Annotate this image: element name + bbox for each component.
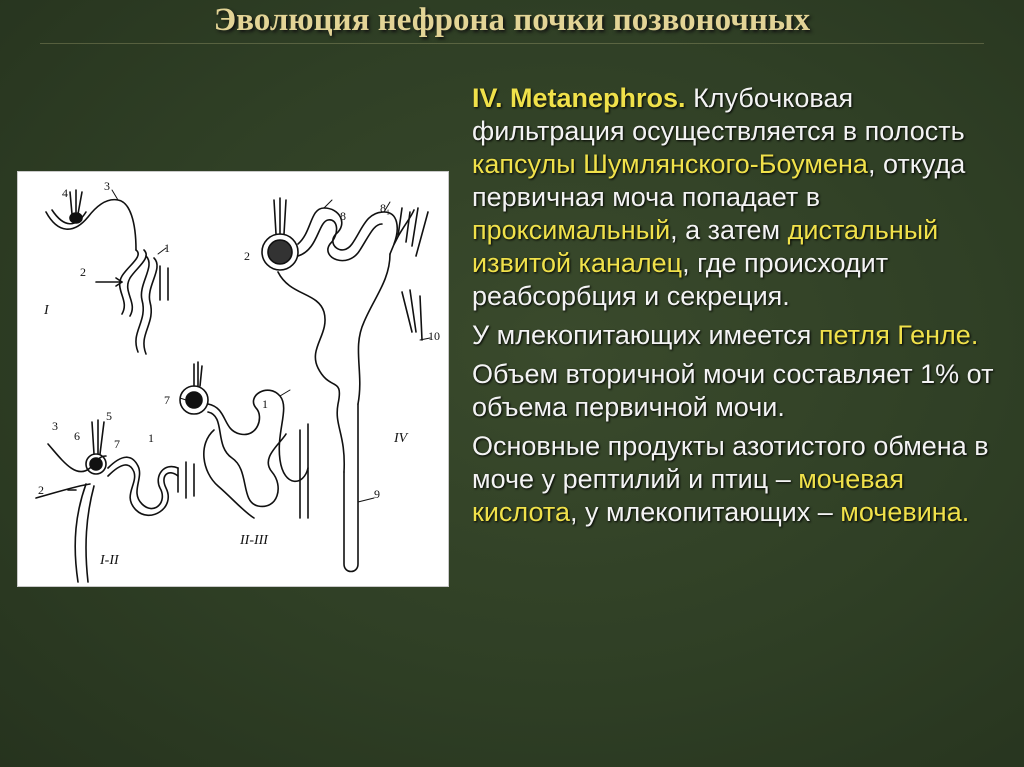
part-number-label: 7 xyxy=(114,437,120,451)
stage-label-i: I xyxy=(44,303,49,318)
text-segment: Основные продукты азотистого обмена в моче у рептилий и птиц – xyxy=(472,431,989,494)
text-segment: Объем вторичной мочи составляет 1% от объема первичной мочи. xyxy=(472,359,994,422)
part-number-label: 1 xyxy=(164,241,170,255)
part-number-label: 6 xyxy=(74,429,80,443)
highlight-proximal: проксимальный xyxy=(472,215,671,245)
stage-label-ii-iii: II-III xyxy=(240,533,268,548)
nephron-evolution-figure xyxy=(18,172,448,586)
text-segment: У млекопитающих имеется xyxy=(472,320,819,350)
part-number-label: 2 xyxy=(244,249,250,263)
highlight-henle: петля Генле. xyxy=(818,320,979,350)
highlight-capsule: капсулы Шумлянского-Боумена xyxy=(472,149,868,179)
stage-i-drawing xyxy=(46,190,168,354)
paragraph-metanephros xyxy=(472,82,1012,313)
part-number-label: 9 xyxy=(374,487,380,501)
highlight-uric-acid: мочевая кислота xyxy=(472,464,904,527)
stage-iv-drawing xyxy=(262,198,428,572)
nephron-diagram xyxy=(18,172,448,586)
part-number-label: 10 xyxy=(428,329,440,343)
paragraph-nitrogen-products xyxy=(472,430,1012,529)
highlight-urea: мочевина. xyxy=(840,497,970,527)
text-segment: , у млекопитающих – xyxy=(569,497,841,527)
text-segment: Клубочковая фильтрация осуществляется в полость xyxy=(472,83,965,146)
part-number-label: 4 xyxy=(62,186,68,200)
part-number-label: 8 xyxy=(340,209,346,223)
part-number-label: 1 xyxy=(148,431,154,445)
text-segment: , откуда первичная моча попадает в xyxy=(472,149,966,212)
part-number-label: 7 xyxy=(164,393,170,407)
stage-ii-iii-drawing xyxy=(180,362,308,518)
highlight-distal: дистальный извитой каналец xyxy=(472,215,939,278)
part-number-label: 3 xyxy=(104,179,110,193)
part-number-label: 2 xyxy=(38,483,44,497)
paragraph-henle-loop xyxy=(472,319,1012,352)
text-content xyxy=(472,82,1012,535)
slide-title: Эволюция нефрона почки позвоночных xyxy=(213,2,811,38)
part-number-label: 5 xyxy=(106,409,112,423)
paragraph-urine-volume xyxy=(472,358,1012,424)
title-divider xyxy=(40,43,984,44)
stage-label-iv: IV xyxy=(394,431,408,446)
text-segment: , а затем xyxy=(670,215,788,245)
text-segment: , где происходит реабсорбция и секреция. xyxy=(472,248,889,311)
stage-label-i-ii: I-II xyxy=(100,553,119,568)
part-number-label: 8₁ xyxy=(380,201,391,215)
metanephros-heading: IV. Metanephros. xyxy=(472,83,686,113)
part-number-label: 2 xyxy=(80,265,86,279)
part-number-label: 3 xyxy=(52,419,58,433)
part-number-label: 1 xyxy=(262,397,268,411)
